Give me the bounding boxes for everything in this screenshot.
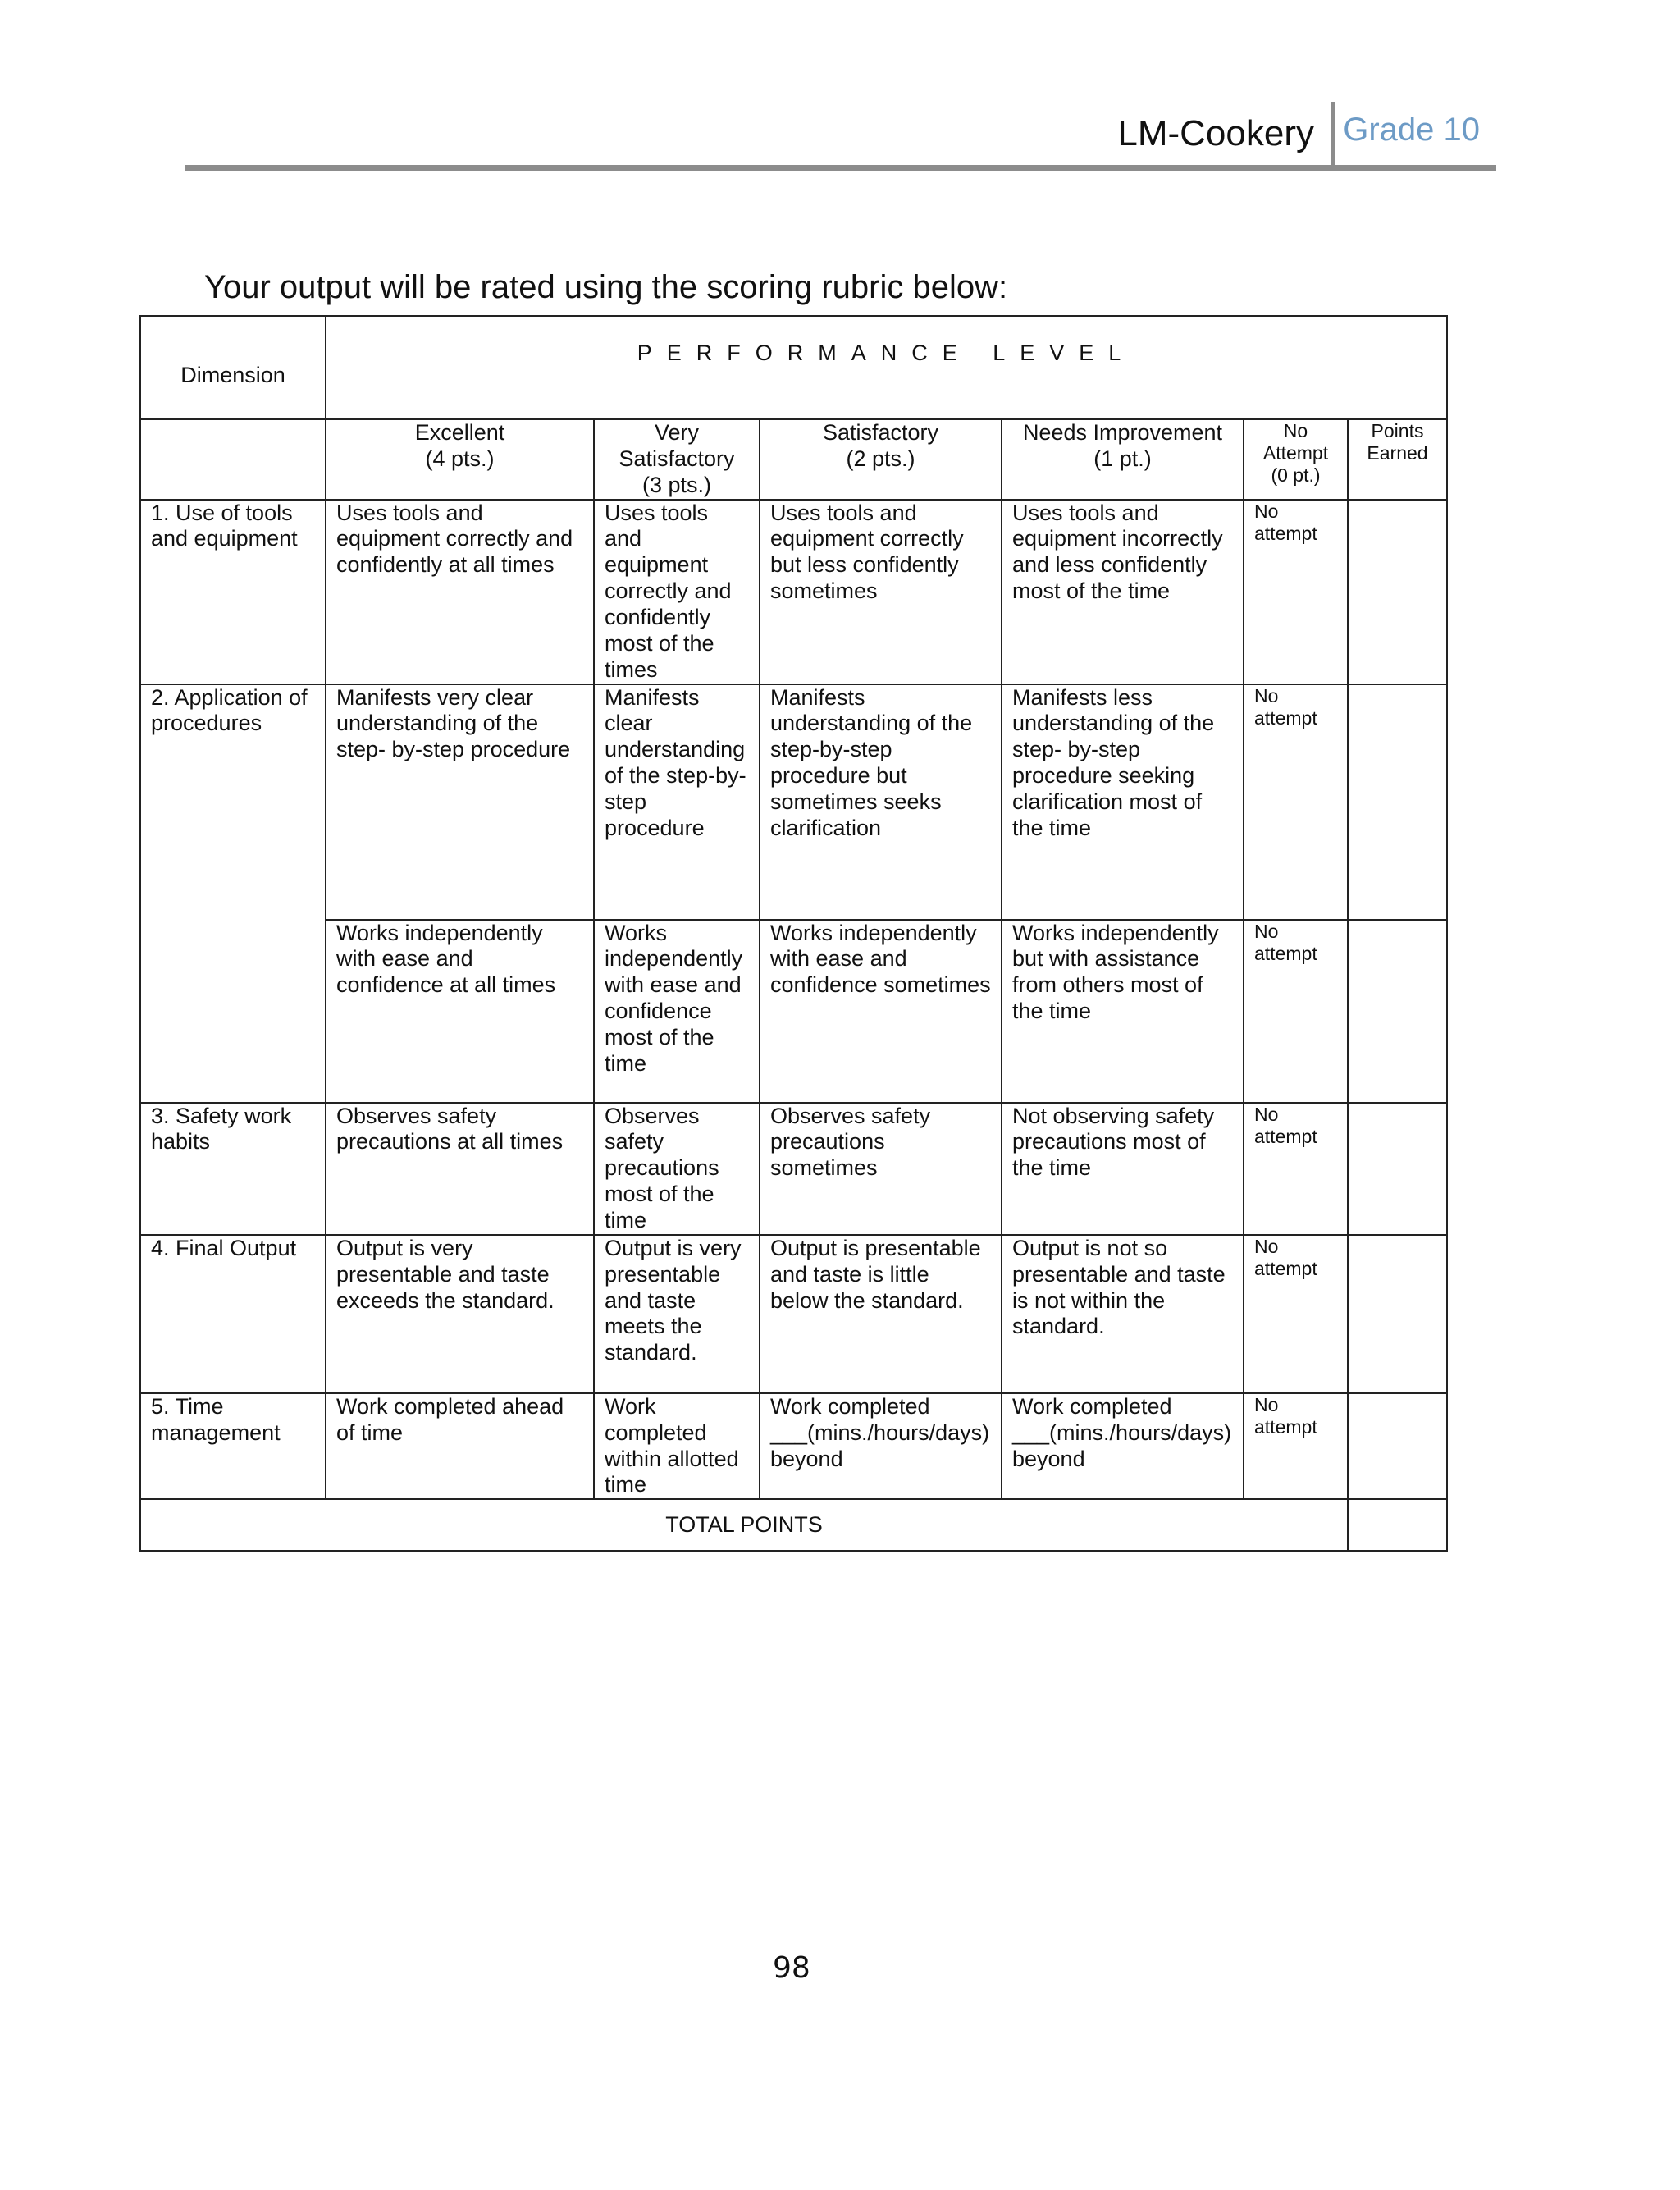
level-satisfactory: Satisfactory (2 pts.) [760, 419, 1002, 500]
satisfactory-cell: Uses tools and equipment correctly but less confidently sometimes [760, 500, 1002, 684]
dimension-cell: 3. Safety work habits [140, 1103, 326, 1235]
no-attempt-cell: No attempt [1244, 920, 1348, 1103]
very-satisfactory-cell: Works independently with ease and confidence most of the time [594, 920, 760, 1103]
total-row [140, 1499, 1447, 1551]
level-no-attempt: No Attempt (0 pt.) [1244, 419, 1348, 500]
very-satisfactory-cell: Observes safety precautions most of the time [594, 1103, 760, 1235]
needs-improvement-cell: Work completed ___(mins./hours/days) beyond [1002, 1393, 1244, 1499]
points-earned-cell [1348, 920, 1447, 1103]
header-title: LM-Cookery [1117, 113, 1314, 153]
points-earned-cell [1348, 1103, 1447, 1235]
satisfactory-cell: Manifests understanding of the step-by-step procedure but sometimes seeks clarification [760, 684, 1002, 920]
points-earned-cell [1348, 684, 1447, 920]
level-very-satisfactory: Very Satisfactory (3 pts.) [594, 419, 760, 500]
no-attempt-cell: No attempt [1244, 1103, 1348, 1235]
no-attempt-cell: No attempt [1244, 684, 1348, 920]
needs-improvement-cell: Not observing safety precautions most of the time [1002, 1103, 1244, 1235]
very-satisfactory-cell: Manifests clear understanding of the step-by-step procedure [594, 684, 760, 920]
header-row [140, 316, 1447, 419]
no-attempt-cell: No attempt [1244, 1393, 1348, 1499]
table-row [140, 1393, 1447, 1499]
points-earned-cell [1348, 500, 1447, 684]
total-points-label: TOTAL POINTS [140, 1499, 1348, 1551]
dimension-cell: 1. Use of tools and equipment [140, 500, 326, 684]
excellent-cell: Works independently with ease and confidence at all times [326, 920, 594, 1103]
no-attempt-cell: No attempt [1244, 500, 1348, 684]
satisfactory-cell: Work completed ___(mins./hours/days) beyond [760, 1393, 1002, 1499]
needs-improvement-cell: Manifests less understanding of the step- by-step procedure seeking clarification most of the time [1002, 684, 1244, 920]
level-points-earned: Points Earned [1348, 419, 1447, 500]
excellent-cell: Manifests very clear understanding of the step- by-step procedure [326, 684, 594, 920]
satisfactory-cell: Output is presentable and taste is little below the standard. [760, 1235, 1002, 1393]
total-points-value [1348, 1499, 1447, 1551]
table-row [140, 684, 1447, 920]
satisfactory-cell: Works independently with ease and confidence sometimes [760, 920, 1002, 1103]
very-satisfactory-cell: Output is very presentable and taste meets the standard. [594, 1235, 760, 1393]
scoring-rubric-table [139, 315, 1448, 1552]
excellent-cell: Work completed ahead of time [326, 1393, 594, 1499]
table-row [140, 500, 1447, 684]
points-earned-cell [1348, 1393, 1447, 1499]
level-excellent: Excellent (4 pts.) [326, 419, 594, 500]
level-needs-improvement: Needs Improvement (1 pt.) [1002, 419, 1244, 500]
page-header [185, 97, 1496, 171]
page-number: 98 [773, 1951, 810, 1985]
very-satisfactory-cell: Uses tools and equipment correctly and confidently most of the times [594, 500, 760, 684]
needs-improvement-cell: Output is not so presentable and taste is not within the standard. [1002, 1235, 1244, 1393]
dimension-header: Dimension [140, 316, 326, 419]
header-grade: Grade 10 [1343, 112, 1480, 148]
table-row [140, 1103, 1447, 1235]
needs-improvement-cell: Works independently but with assistance from others most of the time [1002, 920, 1244, 1103]
dimension-cell: 2. Application of procedures [140, 684, 326, 1103]
header-divider [1331, 102, 1335, 166]
excellent-cell: Uses tools and equipment correctly and confidently at all times [326, 500, 594, 684]
dimension-cell: 4. Final Output [140, 1235, 326, 1393]
excellent-cell: Output is very presentable and taste exceeds the standard. [326, 1235, 594, 1393]
empty-cell [140, 419, 326, 500]
points-earned-cell [1348, 1235, 1447, 1393]
no-attempt-cell: No attempt [1244, 1235, 1348, 1393]
performance-level-header: PERFORMANCE LEVEL [326, 316, 1447, 419]
table-row [140, 920, 1447, 1103]
satisfactory-cell: Observes safety precautions sometimes [760, 1103, 1002, 1235]
needs-improvement-cell: Uses tools and equipment incorrectly and less confidently most of the time [1002, 500, 1244, 684]
level-row [140, 419, 1447, 500]
intro-text: Your output will be rated using the scoring rubric below: [204, 269, 1008, 305]
dimension-cell: 5. Time management [140, 1393, 326, 1499]
table-row [140, 1235, 1447, 1393]
excellent-cell: Observes safety precautions at all times [326, 1103, 594, 1235]
very-satisfactory-cell: Work completed within allotted time [594, 1393, 760, 1499]
